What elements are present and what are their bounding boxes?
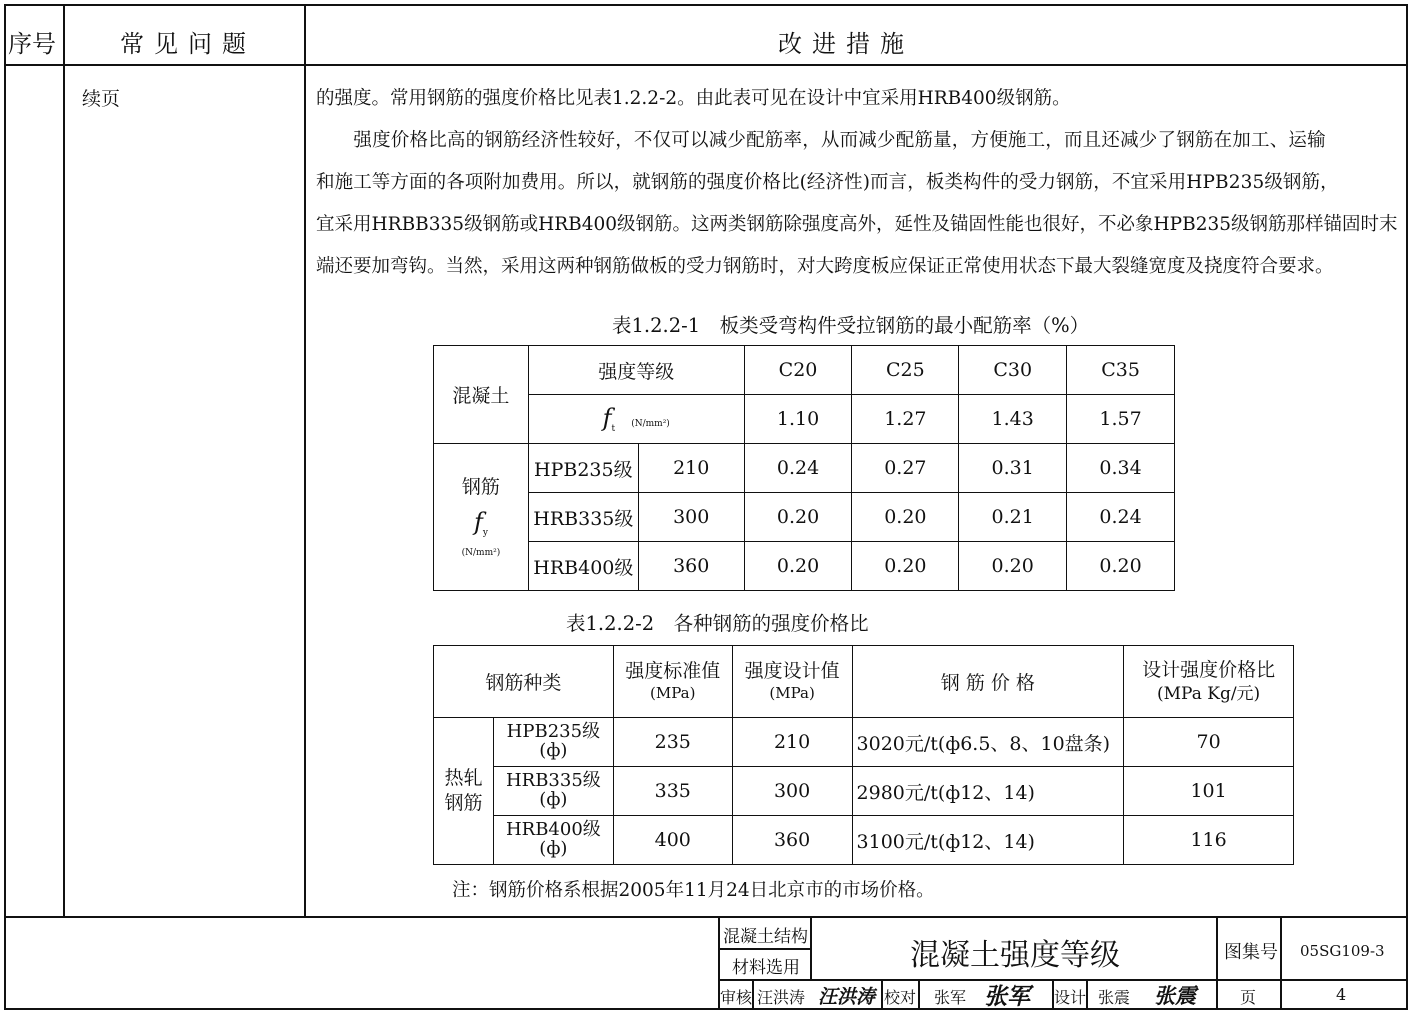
tb-line [718,979,1408,981]
paragraph-line: 端还要加弯钩。当然，采用这两种钢筋做板的受力钢筋时，对大跨度板应保证正常使用状态下最大裂缝宽度及挠度符合要求。 [316,256,1334,277]
table1-value: 0.20 [744,493,852,542]
ft-sub: t [611,423,616,434]
frame-top [4,4,1408,6]
steel-type-symbol: (ф) [539,789,568,810]
table2-std: 400 [613,816,732,865]
table1-concrete-label: 混凝土 [434,346,529,444]
design-unit: (MPa) [769,684,815,703]
paragraph-line: 和施工等方面的各项附加费用。所以，就钢筋的强度价格比(经济性)而言，板类构件的受力钢筋，不宜采用HPB235级钢筋， [316,172,1339,193]
steel-label: 钢筋 [461,475,500,498]
table1-fy: 300 [638,493,744,542]
table2-steel-type [493,816,613,865]
table2-group: 热轧 钢筋 [434,718,494,865]
table1-value: 0.24 [744,444,852,493]
table2 [433,645,1294,865]
table2-ratio: 116 [1124,816,1294,865]
tb-line [752,980,754,1009]
steel-type-symbol: (ф) [539,740,568,761]
tb-line [1086,980,1088,1009]
ft-unit: (N/mm²) [631,419,670,430]
table2-steel-type [493,767,613,816]
table1-ft-label [528,395,744,444]
frame-left [4,4,6,1010]
steel-type-symbol: (ф) [539,838,568,859]
table2-header-std [613,646,732,718]
steel-type-name: HRB335级 [505,770,601,792]
titleblock-divider [4,916,1408,918]
tb-checker: 张军 [934,988,967,1007]
table2-header-ratio [1124,646,1294,718]
problem-cell: 续页 [82,88,121,110]
tb-check-label: 校对 [884,988,917,1007]
tb-title: 混凝土强度等级 [910,938,1120,973]
ratio-unit: (MPa Kg/元) [1156,683,1261,704]
tb-reviewer-signature: 汪洪涛 [818,986,876,1008]
tb-line [1280,917,1282,1009]
table1-value: 0.31 [959,444,1067,493]
col-divider-2 [304,4,306,917]
steel-type-name: HRB400级 [505,819,601,841]
table2-header-kind: 钢筋种类 [434,646,614,718]
table1-value: 0.20 [1067,542,1175,591]
fy-symbol: f [473,508,483,537]
tb-designer: 张震 [1098,988,1131,1007]
ratio-label: 设计强度价格比 [1142,659,1276,682]
tb-line [881,980,883,1009]
table2-price: 2980元/t(ф12、14) [852,767,1124,816]
table1-value: 0.21 [959,493,1067,542]
tb-page-no: 4 [1336,985,1347,1004]
table1-grade: C20 [744,346,852,395]
table2-design: 300 [732,767,852,816]
steel-type-name: HPB235级 [506,721,601,743]
table1-grade: C25 [852,346,959,395]
tb-design-label: 设计 [1054,988,1087,1007]
tb-reviewer: 汪洪涛 [757,988,806,1007]
table1-ft-value: 1.57 [1067,395,1175,444]
table2-price: 3020元/t(ф6.5、8、10盘条) [852,718,1124,767]
tb-review-label: 审核 [720,988,753,1007]
tb-checker-signature: 张军 [984,983,1030,1010]
table1-fy: 210 [638,444,744,493]
frame-bottom [4,1008,1408,1010]
table2-design: 210 [732,718,852,767]
std-label: 强度标准值 [625,660,721,683]
table2-price: 3100元/t(ф12、14) [852,816,1124,865]
table1-ft-value: 1.43 [959,395,1067,444]
table2-header-price: 钢 筋 价 格 [852,646,1124,718]
tb-designer-signature: 张震 [1154,983,1196,1008]
table2-design: 360 [732,816,852,865]
table2-ratio: 101 [1124,767,1294,816]
table2-note: 注：钢筋价格系根据2005年11月24日北京市的市场价格。 [452,880,935,901]
design-label: 强度设计值 [744,660,840,683]
tb-atlas-no: 05SG109-3 [1300,942,1385,960]
header-divider [4,64,1408,66]
table1-grade: C30 [959,346,1067,395]
fy-sub: y [482,528,488,539]
table1-value: 0.20 [744,542,852,591]
table1-steel-type: HRB400级 [528,542,638,591]
table1-steel-label [434,444,529,591]
col-divider-1 [63,4,65,917]
frame-right [1406,4,1408,1010]
table2-std: 335 [613,767,732,816]
tb-line [918,980,920,1009]
ft-symbol: f [602,404,612,433]
table1-value: 0.20 [852,542,959,591]
tb-atlas-label: 图集号 [1224,942,1278,963]
table1-caption: 表1.2.2-1 板类受弯构件受拉钢筋的最小配筋率（%） [612,314,1090,337]
paragraph-line: 的强度。常用钢筋的强度价格比见表1.2.2-2。由此表可见在设计中宜采用HRB400级钢筋。 [316,88,1071,109]
std-unit: (MPa) [650,684,696,703]
table1-value: 0.20 [852,493,959,542]
tb-category-1: 混凝土结构 [723,927,808,947]
header-no: 序号 [8,30,56,58]
table1-steel-type: HRB335级 [528,493,638,542]
table1-grade-label: 强度等级 [528,346,744,395]
tb-page-label: 页 [1240,988,1257,1007]
table1-ft-value: 1.27 [852,395,959,444]
tb-category-2: 材料选用 [732,958,800,978]
table2-ratio: 70 [1124,718,1294,767]
table2-caption: 表1.2.2-2 各种钢筋的强度价格比 [566,612,869,635]
table2-steel-type [493,718,613,767]
table1-value: 0.20 [959,542,1067,591]
header-measure: 改进措施 [778,30,914,58]
table1-value: 0.27 [852,444,959,493]
table1-grade: C35 [1067,346,1175,395]
header-problem: 常见问题 [120,30,256,58]
table2-std: 235 [613,718,732,767]
table1-value: 0.24 [1067,493,1175,542]
table1 [433,345,1175,591]
tb-line [1216,917,1218,1009]
table1-value: 0.34 [1067,444,1175,493]
table1-ft-value: 1.10 [744,395,852,444]
paragraph-line: 强度价格比高的钢筋经济性较好，不仅可以减少配筋率，从而减少配筋量，方便施工，而且还减少了钢筋在加工、运输 [316,130,1326,151]
paragraph-line: 宜采用HRBB335级钢筋或HRB400级钢筋。这两类钢筋除强度高外，延性及锚固性能也很好，不必象HPB235级钢筋那样锚固时末 [316,214,1398,235]
fy-unit: (N/mm²) [461,547,501,558]
tb-line [718,948,811,950]
table1-steel-type: HPB235级 [528,444,638,493]
table2-header-design [732,646,852,718]
table1-fy: 360 [638,542,744,591]
